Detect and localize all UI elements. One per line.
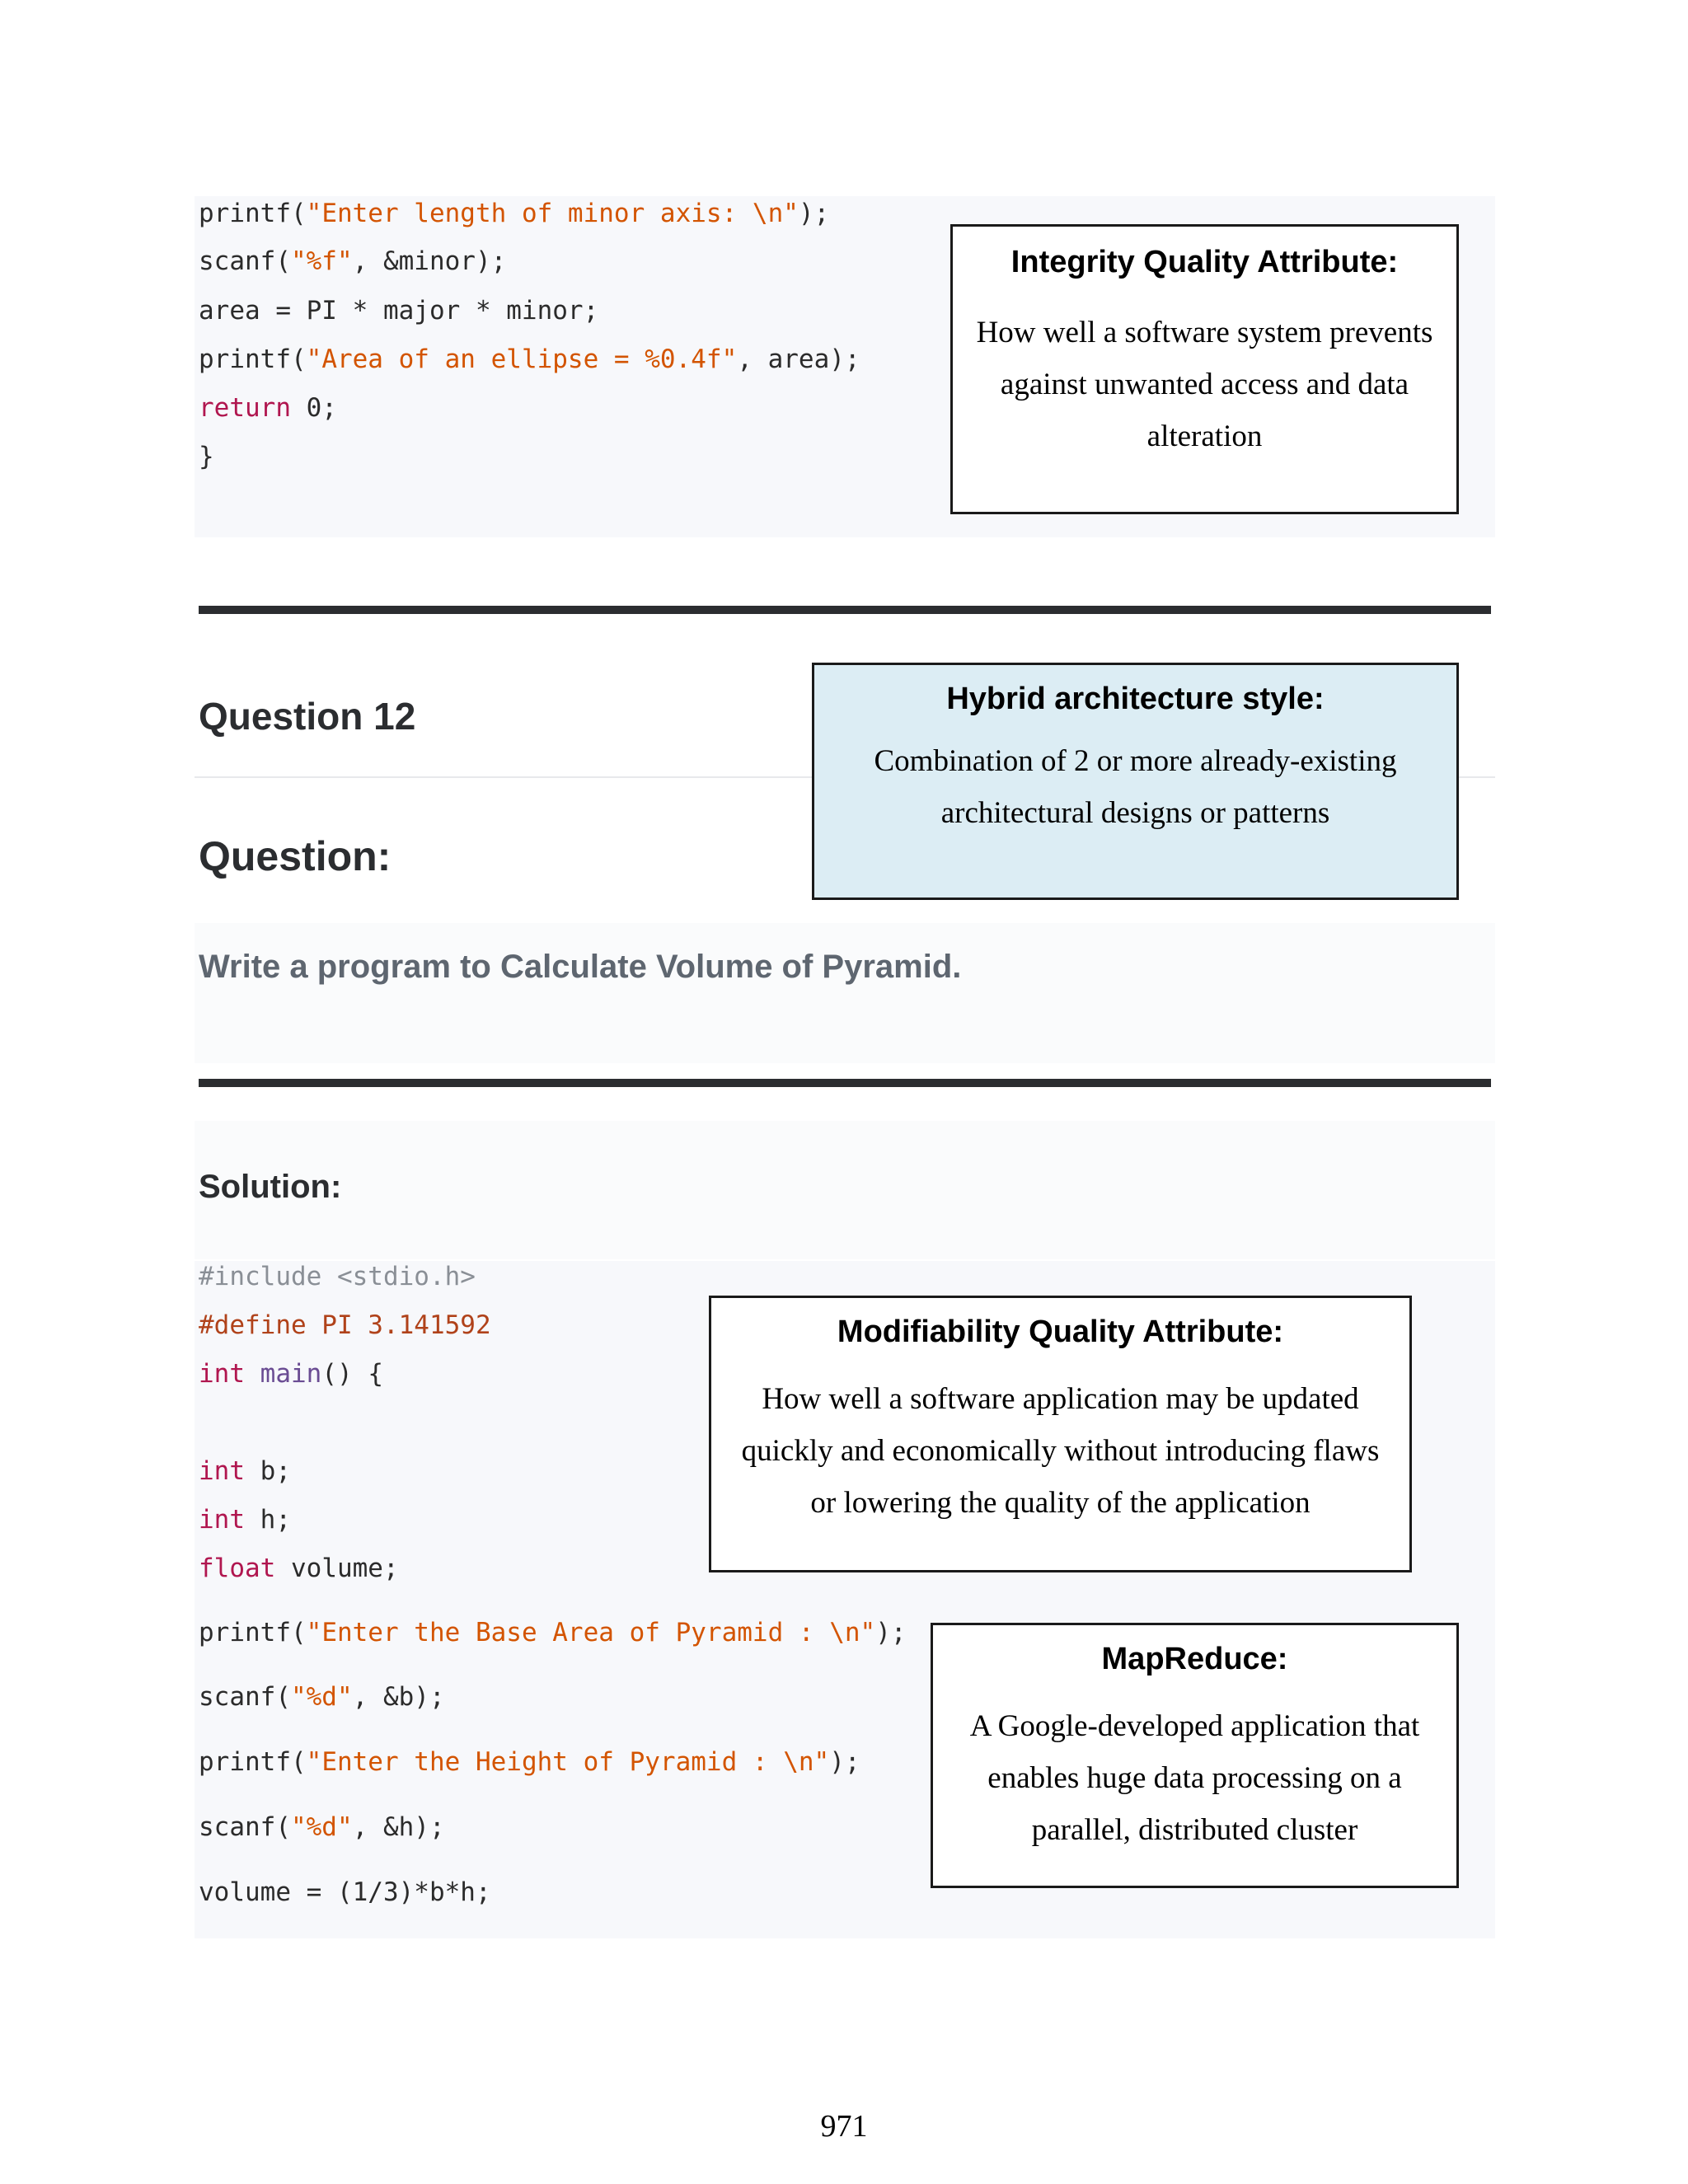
code-line (199, 295, 598, 326)
code-token: } (199, 442, 214, 471)
code-line (199, 1504, 291, 1535)
integrity-callout-line: How well a software system prevents (976, 316, 1433, 349)
code-token: printf( (199, 344, 307, 374)
code-token: scanf( (199, 1682, 291, 1712)
section-divider (199, 1079, 1491, 1087)
code-line (199, 1455, 291, 1487)
code-token: #define PI 3.141592 (199, 1310, 491, 1340)
modifiability-callout-title: Modifiability Quality Attribute: (837, 1315, 1284, 1349)
code-token: ); (875, 1618, 907, 1647)
code-token: main (260, 1359, 322, 1389)
question-prompt: Write a program to Calculate Volume of Pyramid. (199, 949, 962, 985)
modifiability-callout (709, 1296, 1412, 1572)
code-token: () { (321, 1359, 383, 1389)
mapreduce-callout (931, 1623, 1459, 1888)
code-token: , &b); (352, 1682, 445, 1712)
section-divider (199, 606, 1491, 614)
code-token: "Enter length of minor axis: \n" (306, 199, 799, 228)
hybrid-callout-title: Hybrid architecture style: (946, 682, 1325, 716)
modifiability-callout-line: quickly and economically without introducing flaws (741, 1434, 1380, 1468)
code-line (199, 1617, 907, 1648)
code-line (199, 1681, 445, 1713)
modifiability-callout-body (711, 1373, 1409, 1529)
code-line (199, 1261, 476, 1292)
mapreduce-callout-line: enables huge data processing on a (987, 1761, 1402, 1795)
integrity-callout-line: against unwanted access and data (1000, 368, 1409, 401)
code-token: volume = (1/3)*b*h; (199, 1877, 491, 1907)
code-token: return (199, 393, 291, 423)
code-token: area = PI * major * minor; (199, 296, 599, 326)
code-line (199, 1877, 491, 1908)
code-line (199, 1746, 860, 1778)
integrity-callout-body (953, 307, 1456, 462)
code-token: int (199, 1456, 245, 1486)
code-line (199, 198, 829, 229)
code-line (199, 1358, 383, 1390)
code-token: b; (245, 1456, 291, 1486)
code-token: int (199, 1359, 245, 1389)
code-token: "Area of an ellipse = %0.4f" (306, 344, 738, 374)
code-token: float (199, 1554, 276, 1583)
question-number-heading: Question 12 (199, 695, 416, 738)
question-heading: Question: (199, 833, 392, 879)
code-token: "%d" (290, 1682, 353, 1712)
page-number: 971 (820, 2109, 868, 2144)
code-token: printf( (199, 199, 307, 228)
hybrid-callout-line: Combination of 2 or more already-existing (874, 744, 1397, 778)
code-line (199, 246, 506, 277)
code-line (199, 1811, 445, 1843)
code-token: 0; (290, 393, 337, 423)
code-line (199, 1310, 491, 1341)
code-line (199, 392, 337, 424)
hybrid-callout (812, 663, 1459, 900)
code-token: #include <stdio.h> (199, 1262, 476, 1291)
code-token: h; (245, 1505, 291, 1535)
code-token: printf( (199, 1747, 307, 1777)
code-token: "%f" (290, 246, 353, 276)
modifiability-callout-line: or lowering the quality of the application (810, 1486, 1311, 1520)
solution-heading: Solution: (199, 1169, 342, 1205)
code-token (245, 1359, 260, 1389)
hybrid-callout-body (814, 735, 1456, 839)
code-line (199, 441, 214, 472)
code-line (199, 1553, 399, 1584)
prompt-background (195, 923, 1495, 1063)
code-token: volume; (275, 1554, 399, 1583)
solution-heading-background (195, 1121, 1495, 1259)
code-token: ); (829, 1747, 860, 1777)
integrity-callout-line: alteration (1146, 419, 1263, 453)
code-token: , area); (737, 344, 860, 374)
code-token: "%d" (290, 1812, 353, 1842)
code-token: "Enter the Base Area of Pyramid : \n" (306, 1618, 876, 1647)
mapreduce-callout-title: MapReduce: (1101, 1642, 1288, 1676)
mapreduce-callout-line: parallel, distributed cluster (1031, 1813, 1358, 1847)
integrity-callout (950, 224, 1459, 514)
hybrid-callout-line: architectural designs or patterns (940, 796, 1330, 830)
code-token: "Enter the Height of Pyramid : \n" (306, 1747, 830, 1777)
code-token: , &h); (352, 1812, 445, 1842)
mapreduce-callout-body (933, 1700, 1456, 1856)
code-token: scanf( (199, 1812, 291, 1842)
code-token: int (199, 1505, 245, 1535)
code-token: printf( (199, 1618, 307, 1647)
code-token: , &minor); (352, 246, 507, 276)
mapreduce-callout-line: A Google-developed application that (969, 1709, 1420, 1743)
modifiability-callout-line: How well a software application may be updated (762, 1382, 1359, 1416)
code-line (199, 344, 860, 375)
integrity-callout-title: Integrity Quality Attribute: (1010, 245, 1399, 279)
code-token: scanf( (199, 246, 291, 276)
code-token: ); (798, 199, 830, 228)
